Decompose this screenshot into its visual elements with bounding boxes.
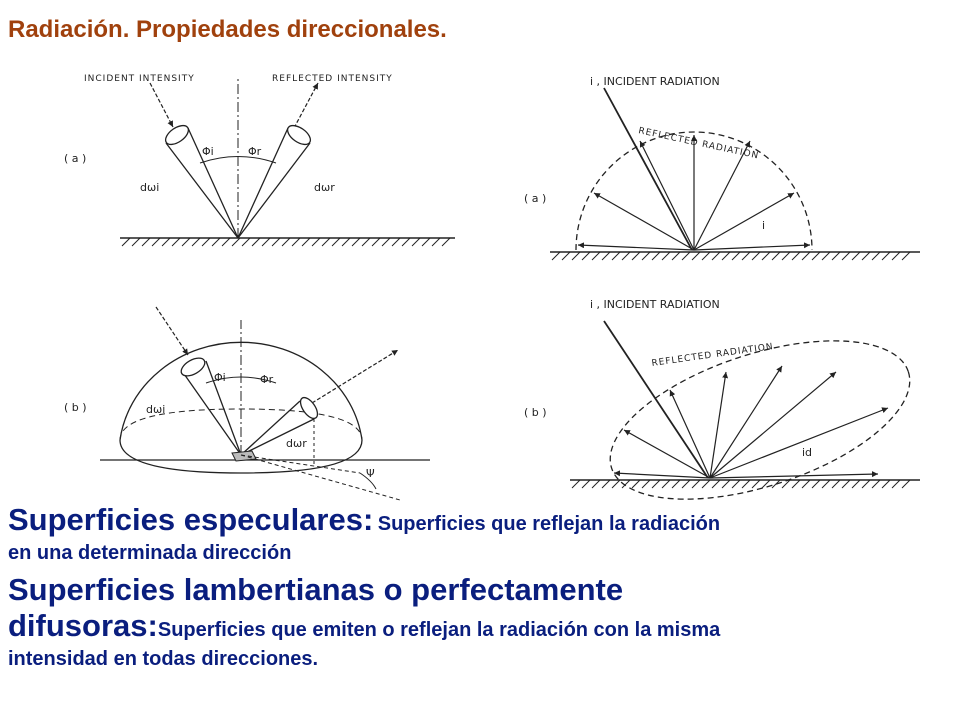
- lambertian-heading-1: Superficies lambertianas o perfectamente: [8, 572, 624, 607]
- label-domega-r: dωr: [314, 181, 335, 194]
- lambertian-description-2: intensidad en todas direcciones.: [8, 648, 319, 670]
- specular-diagram-a: [60, 55, 460, 255]
- label-phi-i-b: Φi: [214, 371, 226, 384]
- label-phi-r-b: Φr: [260, 373, 274, 386]
- label-reflected-intensity: REFLECTED INTENSITY: [272, 74, 393, 84]
- specular-diagram-b: [60, 295, 460, 505]
- lambertian-description-1: Superficies que emiten o reflejan la radiación con la misma: [157, 619, 721, 641]
- label-part-a: ( a ): [64, 152, 87, 165]
- label-part-b: ( b ): [64, 401, 87, 414]
- label-phi-i: Φi: [202, 145, 214, 158]
- label-part-b-right: ( b ): [524, 406, 547, 419]
- specular-description-1: Superficies que reflejan la radiación: [377, 513, 721, 535]
- label-domega-i-b: dωi: [146, 403, 166, 416]
- label-reflected-radiation-b: REFLECTED RADIATION: [651, 341, 775, 369]
- definitions-text: [8, 500, 956, 672]
- label-incident-intensity: INCIDENT INTENSITY: [84, 74, 195, 84]
- label-domega-i: dωi: [140, 181, 160, 194]
- diffuse-diagram-a: [520, 55, 940, 270]
- lambertian-heading-2: difusoras:: [8, 608, 158, 643]
- diffuse-diagram-b: [520, 290, 940, 505]
- label-reflected-radiation: REFLECTED RADIATION: [637, 126, 760, 162]
- label-psi: Ψ: [366, 467, 375, 480]
- label-incident-radiation-b: i , INCIDENT RADIATION: [590, 298, 720, 311]
- label-part-a-right: ( a ): [524, 192, 547, 205]
- specular-description-2: en una determinada dirección: [8, 542, 292, 564]
- label-i: i: [762, 219, 766, 232]
- label-domega-r-b: dωr: [286, 437, 307, 450]
- page-title: Radiación. Propiedades direccionales.: [8, 16, 447, 43]
- label-i-d: id: [802, 446, 813, 459]
- specular-heading: Superficies especulares:: [8, 502, 374, 537]
- label-incident-radiation: i , INCIDENT RADIATION: [590, 75, 720, 88]
- label-phi-r: Φr: [248, 145, 262, 158]
